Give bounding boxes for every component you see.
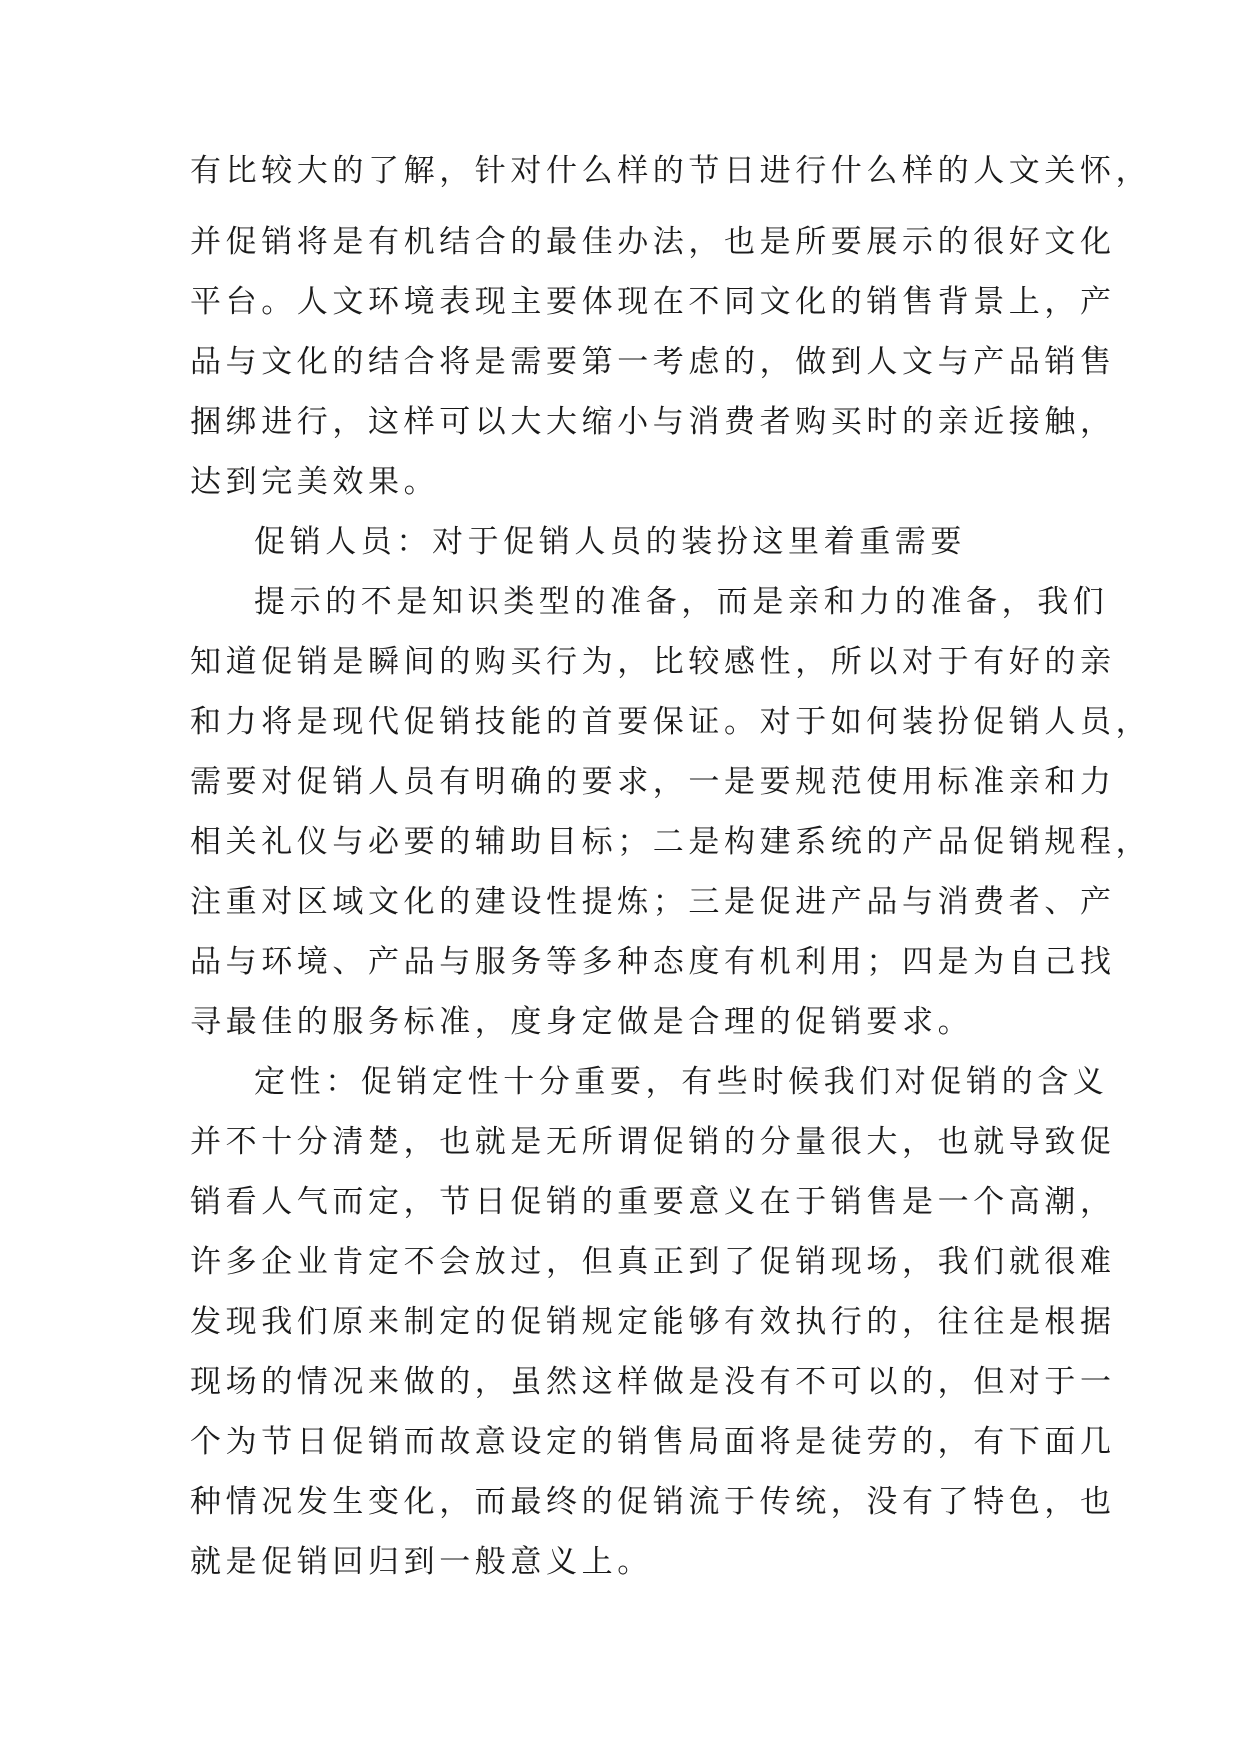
- text-line: 品与环境、产品与服务等多种态度有机利用；四是为自己找: [190, 944, 1116, 980]
- text-line: 捆绑进行，这样可以大大缩小与消费者购买时的亲近接触，: [190, 404, 1116, 440]
- text-line: 就是促销回归到一般意义上。: [190, 1544, 653, 1580]
- paragraph-start-line: 促销人员：对于促销人员的装扮这里着重需要: [254, 524, 966, 560]
- paragraph-start-line: 定性：促销定性十分重要，有些时候我们对促销的含义: [254, 1064, 1109, 1100]
- text-line: 有比较大的了解，针对什么样的节日进行什么样的人文关怀，: [190, 153, 1152, 189]
- text-line: 需要对促销人员有明确的要求，一是要规范使用标准亲和力: [190, 764, 1116, 800]
- text-line: 并不十分清楚，也就是无所谓促销的分量很大，也就导致促: [190, 1124, 1116, 1160]
- text-line: 平台。人文环境表现主要体现在不同文化的销售背景上，产: [190, 284, 1116, 320]
- text-line: 知道促销是瞬间的购买行为，比较感性，所以对于有好的亲: [190, 644, 1116, 680]
- text-line: 寻最佳的服务标准，度身定做是合理的促销要求。: [190, 1004, 974, 1040]
- text-line: 达到完美效果。: [190, 464, 440, 500]
- text-line: 种情况发生变化，而最终的促销流于传统，没有了特色，也: [190, 1484, 1116, 1520]
- text-line: 注重对区域文化的建设性提炼；三是促进产品与消费者、产: [190, 884, 1116, 920]
- text-line: 销看人气而定，节日促销的重要意义在于销售是一个高潮，: [190, 1184, 1116, 1220]
- paragraph-start-line: 提示的不是知识类型的准备，而是亲和力的准备，我们: [254, 584, 1109, 620]
- text-line: 许多企业肯定不会放过，但真正到了促销现场，我们就很难: [190, 1244, 1116, 1280]
- text-line: 现场的情况来做的，虽然这样做是没有不可以的，但对于一: [190, 1364, 1116, 1400]
- text-line: 相关礼仪与必要的辅助目标；二是构建系统的产品促销规程，: [190, 824, 1152, 860]
- text-line: 品与文化的结合将是需要第一考虑的，做到人文与产品销售: [190, 344, 1116, 380]
- text-line: 和力将是现代促销技能的首要保证。对于如何装扮促销人员，: [190, 704, 1152, 740]
- text-line: 并促销将是有机结合的最佳办法，也是所要展示的很好文化: [190, 224, 1116, 260]
- text-line: 发现我们原来制定的促销规定能够有效执行的，往往是根据: [190, 1304, 1116, 1340]
- text-line: 个为节日促销而故意设定的销售局面将是徒劳的，有下面几: [190, 1424, 1116, 1460]
